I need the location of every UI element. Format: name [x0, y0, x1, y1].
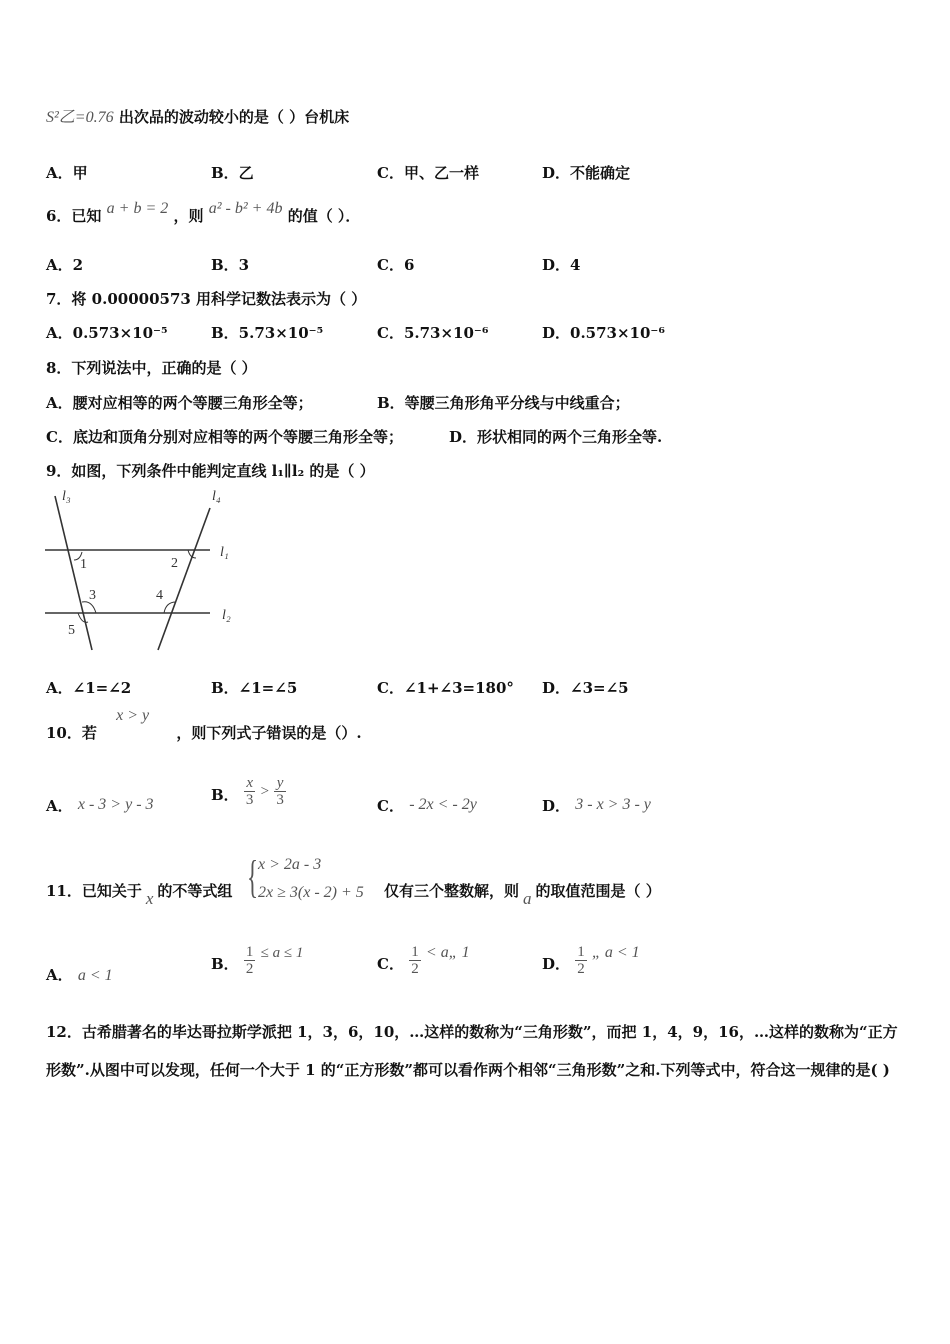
q9-option-c: C．∠1+∠3=180° [377, 679, 514, 697]
q11-inequality-1: x > 2a - 3 [258, 856, 322, 873]
q9-figure [40, 484, 240, 656]
q11-option-d-frac: $\frac{1}{2}$ [577, 944, 585, 977]
q10-option-d-expr: 3 - x > 3 - y [575, 796, 651, 813]
q11-suffix1: 仅有三个整数解，则 [384, 882, 520, 900]
q11-prefix-line [46, 880, 233, 908]
q10-option-a-label: A． [46, 797, 73, 815]
q7-option-c: C．5.73×10⁻⁶ [377, 324, 489, 342]
q5-option-a: A．甲 [46, 164, 88, 182]
label-angle-5: 5 [68, 623, 75, 638]
label-angle-4: 4 [156, 588, 163, 603]
q11-option-a-expr: a < 1 [77, 967, 113, 984]
q8-option-c: C．底边和顶角分别对应相等的两个等腰三角形全等； [46, 428, 403, 446]
q10-option-d [542, 795, 651, 816]
q11-suffix2: 的取值范围是（ ） [535, 882, 661, 900]
q8-option-b: B．等腰三角形角平分线与中线重合； [377, 394, 630, 412]
q6-mid: ，则 [173, 207, 204, 225]
q11-option-b-label: B． [211, 954, 239, 973]
q12-question: 12．古希腊著名的毕达哥拉斯学派把 1，3，6，10，…这样的数称为“三角形数”，而把 1，4，9，16，…这样的数称为“正方形数”.从图中可以发现，任何一个大于 1 的“正方形数”都可以看作两个相邻“三角形数”之和.下列等式中，符合这一规律的是( ) [46, 1023, 898, 1079]
q8-question: 8．下列说法中，正确的是（ ） [46, 359, 257, 377]
q6-option-b: B．3 [211, 256, 250, 274]
label-l4: l₄ [212, 489, 221, 504]
q10-suffix: ，则下列式子错误的是（）. [176, 724, 362, 742]
q7-option-a: A．0.573×10⁻⁵ [46, 324, 168, 342]
q9-option-a: A．∠1=∠2 [46, 679, 132, 697]
q11-option-c [377, 944, 470, 977]
angle-arc-3 [82, 602, 96, 613]
q6-option-c: C．6 [377, 256, 415, 274]
q5-variance-formula: S²乙=0.76 [46, 109, 114, 126]
q10-option-c [377, 795, 477, 816]
q10-line [46, 707, 362, 743]
q6-suffix: 的值（ ）． [287, 207, 361, 225]
q10-option-c-label: C． [377, 797, 404, 815]
q11-option-a [46, 964, 113, 985]
q10-option-b-label: B． [211, 785, 239, 804]
q11-option-b-expr: ≤ a ≤ 1 [260, 944, 304, 961]
q10-option-b-frac-y: $\frac{y}{3}$ [276, 775, 284, 808]
q10-option-b [211, 775, 286, 808]
q6-line [46, 200, 361, 226]
q11-option-c-frac: $\frac{1}{2}$ [411, 944, 419, 977]
q5-text: 出次品的波动较小的是（ ）台机床 [118, 108, 350, 126]
q6-option-d: D．4 [542, 256, 581, 274]
q11-option-d [542, 944, 640, 977]
q10-option-b-frac-x: $\frac{x}{3}$ [245, 775, 254, 808]
q7-question: 7．将 0.00000573 用科学记数法表示为（ ） [46, 290, 367, 308]
q10-option-c-expr: - 2x < - 2y [409, 796, 477, 813]
q11-var-x: x [145, 889, 154, 908]
q6-prefix: 6．已知 [46, 207, 102, 225]
q11-suffix-line [384, 880, 661, 908]
q9-option-d: D．∠3=∠5 [542, 679, 629, 697]
q11-prefix: 11．已知关于 [46, 882, 142, 900]
q9-option-b: B．∠1=∠5 [211, 679, 298, 697]
q11-var-a: a [523, 889, 532, 908]
q9-question: 9．如图，下列条件中能判定直线 l₁∥l₂ 的是（ ） [46, 462, 375, 480]
q10-option-a-expr: x - 3 > y - 3 [77, 796, 154, 813]
q5-option-c: C．甲、乙一样 [377, 164, 479, 182]
q8-option-d: D．形状相同的两个三角形全等. [449, 428, 663, 446]
q11-inequality-2: 2x ≥ 3(x - 2) + 5 [258, 884, 364, 901]
q10-option-d-label: D． [542, 797, 571, 815]
q10-condition: x > y [116, 707, 150, 724]
label-l1: l₁ [220, 545, 229, 560]
label-angle-1: 1 [80, 557, 87, 572]
q7-option-d: D．0.573×10⁻⁶ [542, 324, 665, 342]
q5-option-d: D．不能确定 [542, 164, 631, 182]
q10-option-a [46, 795, 154, 816]
q11-option-b [211, 944, 303, 977]
q5-option-b: B．乙 [211, 164, 254, 182]
label-l2: l₂ [222, 608, 231, 623]
label-l3: l₃ [62, 489, 71, 504]
q11-option-d-expr: „ a < 1 [591, 943, 640, 961]
q6-option-a: A．2 [46, 256, 84, 274]
q8-option-a: A．腰对应相等的两个等腰三角形全等； [46, 394, 313, 412]
label-angle-3: 3 [89, 588, 96, 603]
q6-condition: a + b = 2 [106, 200, 169, 217]
q10-prefix: 10．若 [46, 724, 97, 742]
q6-expression: a² - b² + 4b [208, 200, 283, 217]
q7-option-b: B．5.73×10⁻⁵ [211, 324, 324, 342]
q10-option-b-gt: > [260, 783, 270, 800]
q5-line [46, 104, 349, 127]
q11-mid: 的不等式组 [157, 882, 233, 900]
q11-option-a-label: A． [46, 966, 73, 984]
q11-option-b-frac: $\frac{1}{2}$ [245, 944, 254, 977]
line-l4 [158, 508, 210, 650]
q11-system-brace: { [247, 851, 259, 902]
q11-option-d-label: D． [542, 954, 571, 973]
q11-option-c-expr: < a„ 1 [425, 943, 470, 961]
label-angle-2: 2 [171, 556, 178, 571]
q11-option-c-label: C． [377, 954, 404, 973]
